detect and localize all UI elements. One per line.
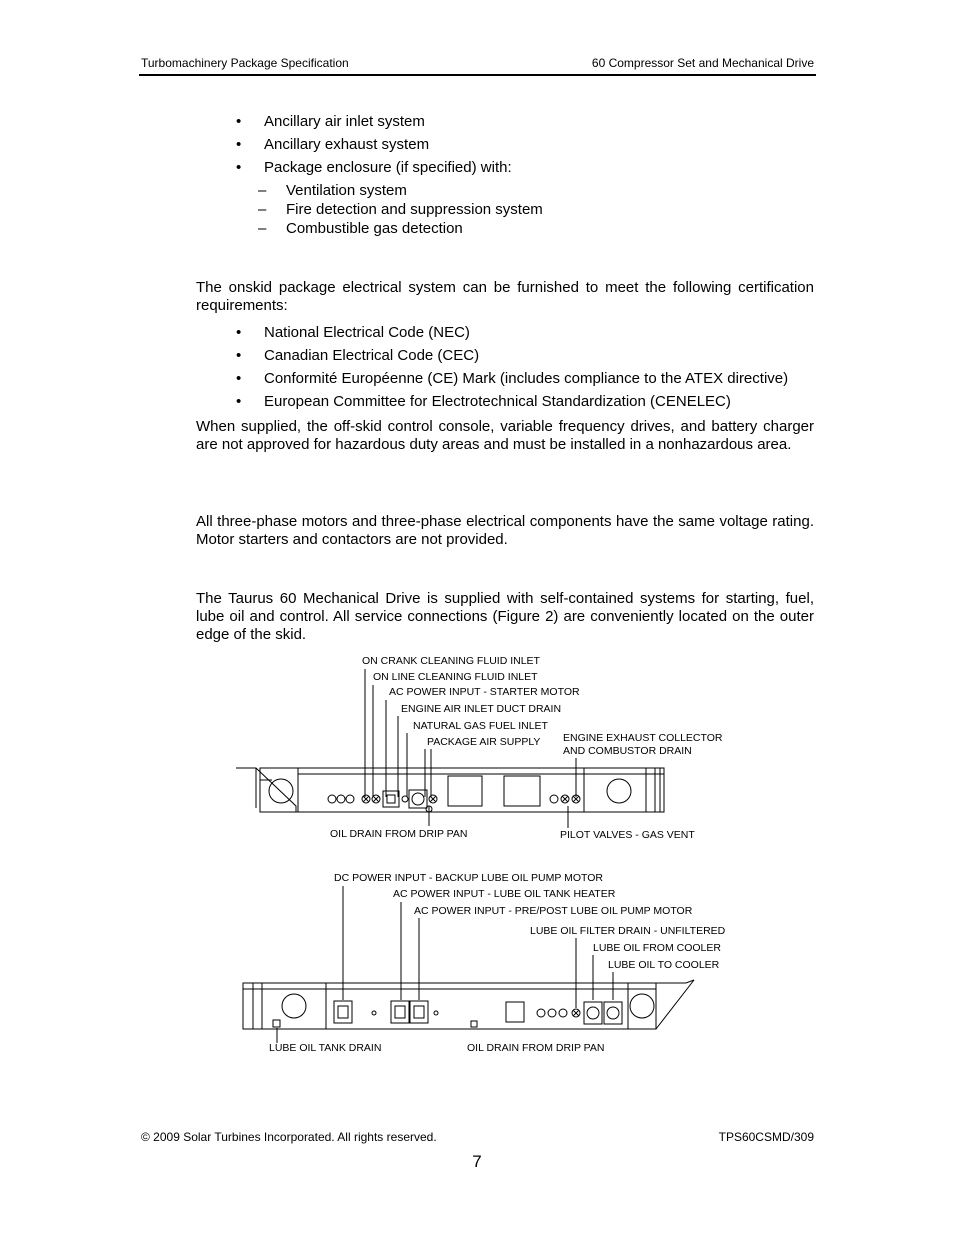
certification-paragraph: The onskid package electrical system can be furnished to meet the following certification requirements: xyxy=(196,279,814,314)
bullet-icon: • xyxy=(236,113,242,130)
label-to-cooler: LUBE OIL TO COOLER xyxy=(608,959,720,971)
list-item: • Canadian Electrical Code (CEC) xyxy=(236,347,480,364)
label-exhaust-collector: ENGINE EXHAUST COLLECTOR xyxy=(563,732,723,744)
copyright-notice: © 2009 Solar Turbines Incorporated. All rights reserved. xyxy=(141,1130,437,1144)
top-skid-drawing xyxy=(236,768,664,812)
label-ac-power-prepost: AC POWER INPUT - PRE/POST LUBE OIL PUMP MOTOR xyxy=(414,905,693,917)
dash-icon: – xyxy=(258,201,267,218)
label-natural-gas: NATURAL GAS FUEL INLET xyxy=(413,720,548,732)
voltage-paragraph: All three-phase motors and three-phase electrical components have the same voltage rating. Motor starters and contactors are not provided. xyxy=(196,513,814,548)
list-item: • National Electrical Code (NEC) xyxy=(236,324,470,341)
list-item: • Conformité Européenne (CE) Mark (includes compliance to the ATEX directive) xyxy=(236,370,789,387)
list-item: • Ancillary exhaust system xyxy=(236,136,430,153)
label-tank-drain: LUBE OIL TANK DRAIN xyxy=(269,1042,382,1054)
sublist-item: – Combustible gas detection xyxy=(258,220,463,237)
label-air-inlet-drain: ENGINE AIR INLET DUCT DRAIN xyxy=(401,703,562,715)
label-on-crank-cleaning: ON CRANK CLEANING FLUID INLET xyxy=(362,655,540,667)
bullet-icon: • xyxy=(236,136,242,153)
bullet-icon: • xyxy=(236,393,242,410)
hazardous-paragraph: When supplied, the off-skid control console, variable frequency drives, and battery charger are not approved for hazardous duty areas and must be installed in a nonhazardous area. xyxy=(196,418,814,453)
bullet-icon: • xyxy=(236,324,242,341)
label-filter-drain: LUBE OIL FILTER DRAIN - UNFILTERED xyxy=(530,925,726,937)
label-ac-power-starter: AC POWER INPUT - STARTER MOTOR xyxy=(389,686,580,698)
label-oil-drain-bottom: OIL DRAIN FROM DRIP PAN xyxy=(467,1042,605,1054)
header-title: Turbomachinery Package Specification xyxy=(141,56,349,70)
bullet-icon: • xyxy=(236,370,242,387)
label-on-line-cleaning: ON LINE CLEANING FLUID INLET xyxy=(373,671,538,683)
bullet-icon: • xyxy=(236,347,242,364)
label-oil-drain-top: OIL DRAIN FROM DRIP PAN xyxy=(330,828,468,840)
label-package-air: PACKAGE AIR SUPPLY xyxy=(427,736,541,748)
bottom-skid-drawing xyxy=(243,980,694,1029)
label-dc-power-backup: DC POWER INPUT - BACKUP LUBE OIL PUMP MOTOR xyxy=(334,872,603,884)
bullet-icon: • xyxy=(236,159,242,176)
label-pilot-valves: PILOT VALVES - GAS VENT xyxy=(560,829,695,841)
sublist-item: – Ventilation system xyxy=(258,182,407,199)
list-item: • Package enclosure (if specified) with: xyxy=(236,159,512,176)
dash-icon: – xyxy=(258,182,267,199)
list-item: • Ancillary air inlet system xyxy=(236,113,425,130)
label-combustor-drain: AND COMBUSTOR DRAIN xyxy=(563,745,692,757)
list-item: • European Committee for Electrotechnical Standardization (CENELEC) xyxy=(236,393,731,410)
page-number: 7 xyxy=(472,1152,482,1171)
dash-icon: – xyxy=(258,220,267,237)
label-ac-power-heater: AC POWER INPUT - LUBE OIL TANK HEATER xyxy=(393,888,616,900)
sublist-item: – Fire detection and suppression system xyxy=(258,201,543,218)
header-section: 60 Compressor Set and Mechanical Drive xyxy=(591,56,814,70)
document-id: TPS60CSMD/309 xyxy=(718,1130,814,1144)
service-connections-paragraph: The Taurus 60 Mechanical Drive is supplied with self-contained systems for starting, fuel, lube oil and control. All service connections (Figure 2) are conveniently located on the outer edge of the skid. xyxy=(196,590,814,643)
label-from-cooler: LUBE OIL FROM COOLER xyxy=(593,942,721,954)
